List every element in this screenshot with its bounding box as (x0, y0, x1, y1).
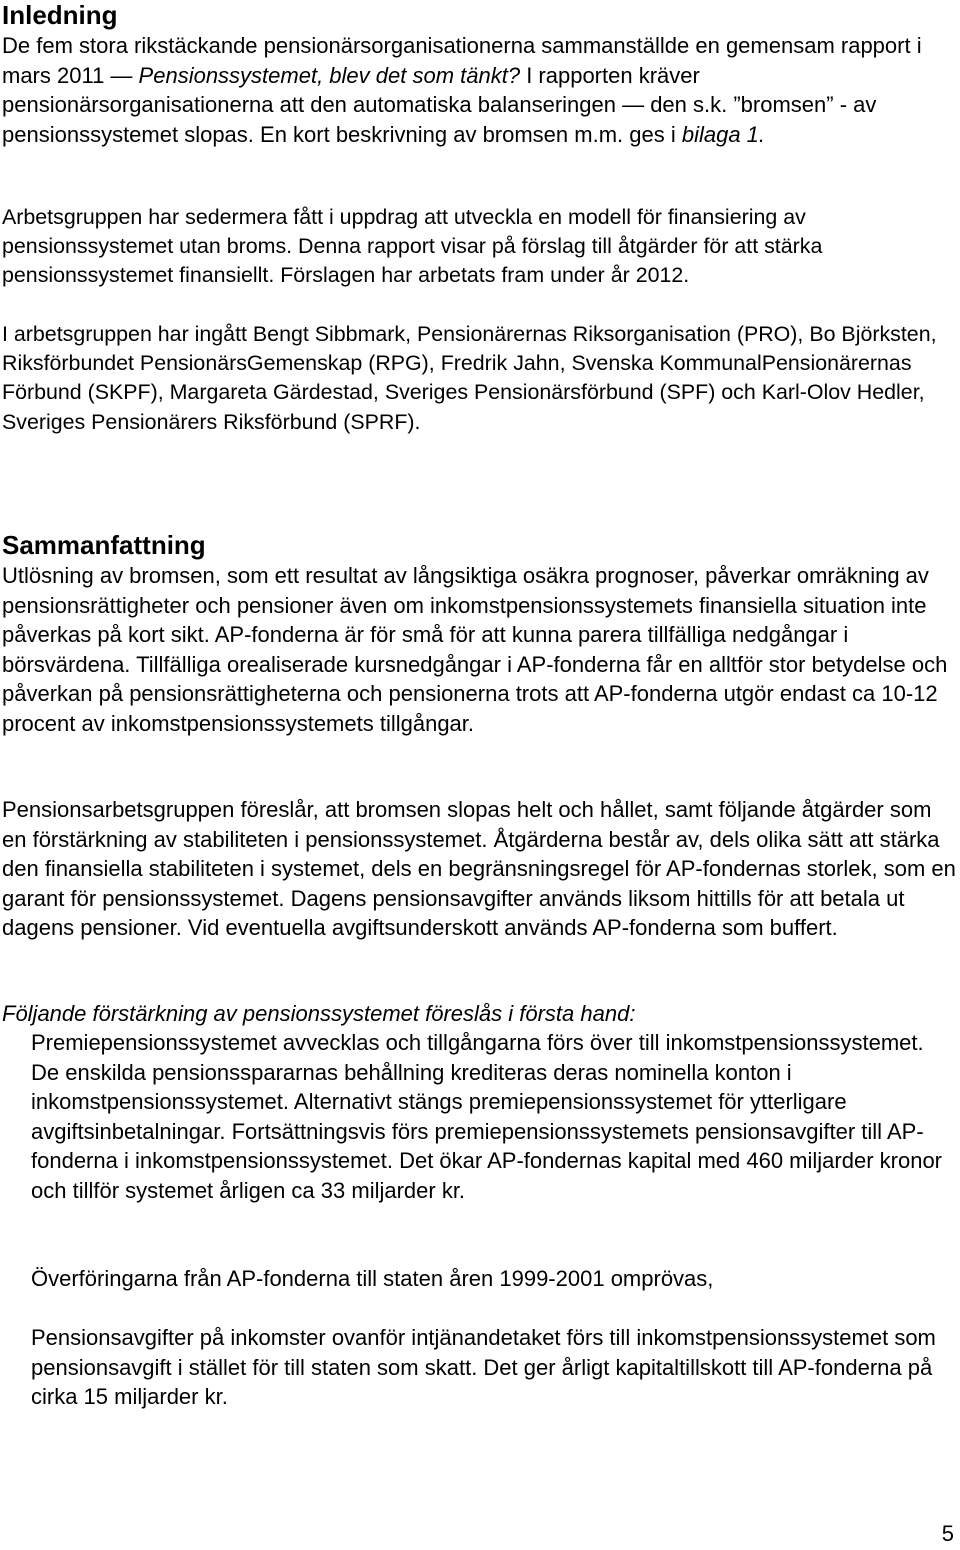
inledning-text-1a: De fem stora rikstäckande pensionärsorganisationerna sammanställde en gemensam rapport i mars 2011 — (2, 33, 922, 88)
forslag-heading-text: Följande förstärkning av pensionssystemet föreslås i första hand: (2, 1001, 636, 1026)
forslag-item-3: Pensionsavgifter på inkomster ovanför intjänandetaket förs till inkomstpensionssystemet som pensionsavgift i stället för till staten som skatt. Det ger årligt kapitaltillskott till AP-fonderna på cirka 15 miljarder kr. (31, 1325, 936, 1409)
inledning-paragraph-1 (2, 31, 957, 149)
forslag-heading (2, 999, 957, 1029)
forslag-item-2: Överföringarna från AP-fonderna till staten åren 1999-2001 omprövas, (31, 1266, 714, 1291)
inledning-heading: Inledning (2, 0, 118, 30)
inledning-paragraph-3: I arbetsgruppen har ingått Bengt Sibbmark, Pensionärernas Riksorganisation (PRO), Bo Björksten, Riksförbundet PensionärsGemenskap (RPG), Fredrik Jahn, Svenska KommunalPensionärernas Förbund (SKPF), Margareta Gärdestad, Sveriges Pensionärsförbund (SPF) och Karl-Olov Hedler, Sveriges Pensionärers Riksförbund (SPRF). (2, 322, 937, 434)
inledning-text-1b: I rapporten kräver pensionärsorganisationerna att den automatiska balanseringen — den s.k. ”bromsen” - av pensionssystemet slopas. En kort beskrivning av bromsen m.m. ges i (2, 62, 877, 147)
sammanfattning-paragraph-1: Utlösning av bromsen, som ett resultat av långsiktiga osäkra prognoser, påverkar omräkning av pensionsrättigheter och pensioner även om inkomstpensionssystemets finansiella situation inte påverkas på kort sikt. AP-fonderna är för små för att kunna parera tillfälliga nedgångar i börsvärdena. Tillfälliga orealiserade kursnedgångar i AP-fonderna får en alltför stor betydelse och påverkan på pensionsrättigheterna och pensionerna trots att AP-fonderna utgör endast ca 10-12 procent av inkomstpensionssystemets tillgångar. (2, 563, 948, 736)
report-title: Pensionssystemet, blev det som tänkt? (138, 62, 521, 88)
sammanfattning-paragraph-2: Pensionsarbetsgruppen föreslår, att bromsen slopas helt och hållet, samt följande åtgärder som en förstärkning av stabiliteten i pensionssystemet. Åtgärderna består av, dels olika sätt att stärka den finansiella stabiliteten i systemet, dels en begränsningsregel för AP-fondernas storlek, som en garant för pensionssystemet. Dagens pensionsavgifter används liksom hittills för att betala ut dagens pensioner. Vid eventuella avgiftsunderskott används AP-fonderna som buffert. (2, 797, 956, 940)
appendix-reference: bilaga 1. (681, 121, 766, 147)
sammanfattning-heading: Sammanfattning (2, 530, 206, 560)
forslag-item-1: Premiepensionssystemet avvecklas och tillgångarna förs över till inkomstpensionssystemet. De enskilda pensionsspararnas behållning krediteras deras nominella konton i inkomstpensionssystemet. Alternativt stängs premiepensionssystemet för ytterligare avgiftsinbetalningar. Fortsättningsvis förs premiepensionssystemets pensionsavgifter till AP-fonderna i inkomstpensionssystemet. Det ökar AP-fondernas kapital med 460 miljarder kronor och tillför systemet årligen ca 33 miljarder kr. (31, 1030, 943, 1203)
inledning-paragraph-2: Arbetsgruppen har sedermera fått i uppdrag att utveckla en modell för finansiering av pensionssystemet utan broms. Denna rapport visar på förslag till åtgärder för att stärka pensionssystemet finansiellt. Förslagen har arbetats fram under år 2012. (2, 205, 823, 288)
page-number: 5 (941, 1521, 954, 1546)
